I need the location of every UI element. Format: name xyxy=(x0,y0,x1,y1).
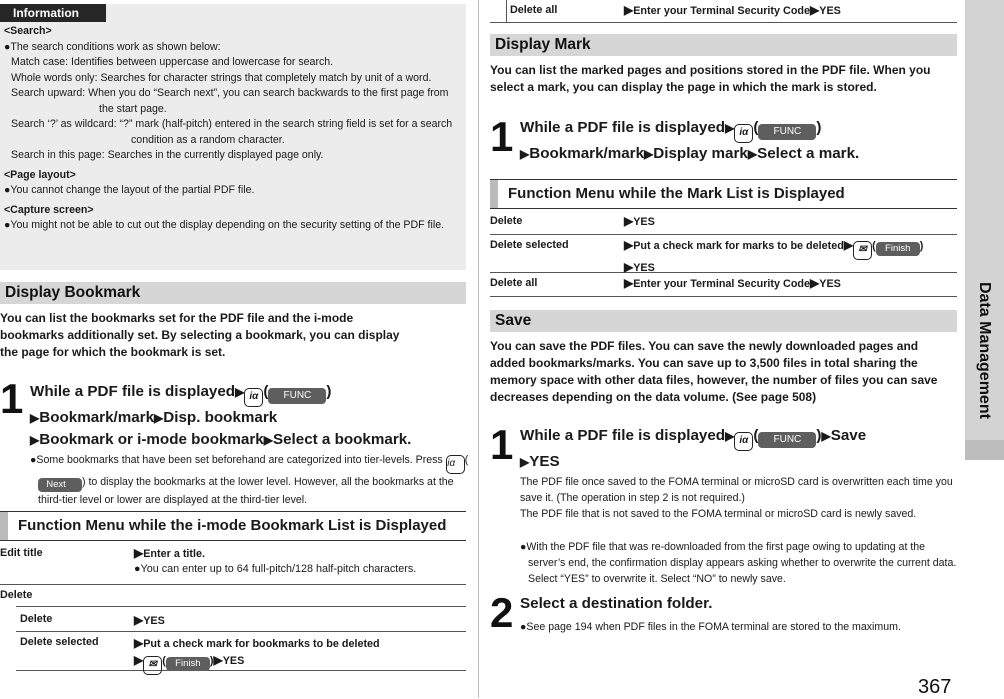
i-appli-key-icon: iα xyxy=(446,455,465,474)
information-text xyxy=(4,24,462,234)
sub-delete-selected-row: Delete selected ▶Put a check mark for bookmarks to be deleted ▶ ✉ ( Finish )▶YES xyxy=(16,630,466,671)
column-divider xyxy=(478,0,479,698)
save-bullet: ●With the PDF file that was re-downloaded from the first page owing to updating at the server’s end, the confirmation display appears asking whether to overwrite the current data. Select “YES” to overwrite it. Select “NO” to newly save. xyxy=(520,541,957,585)
save-step2-text: Select a destination folder. xyxy=(520,595,713,612)
save-step1-number: 1 xyxy=(490,421,514,468)
i-appli-key-icon: iα xyxy=(734,432,753,451)
layout-bullet: ●You cannot change the layout of the partial PDF file. xyxy=(4,184,255,196)
mark-intro: You can list the marked pages and positions stored in the PDF file. When you select a mark, you can display the page in which the mark is stored. xyxy=(490,63,931,94)
search-upward-text: Search upward: When you do “Search next”, you can search backwards to the first page from the start page. xyxy=(11,87,449,115)
sub-delete-row: Delete ▶YES xyxy=(16,606,466,632)
display-bookmark-heading: Display Bookmark xyxy=(0,282,466,304)
save-para1: The PDF file once saved to the FOMA terminal or microSD card is overwritten each time you save it. (The operation in step 2 is not required.) xyxy=(520,476,953,504)
mark-delete-selected-row: Delete selected ▶Put a check mark for marks to be deleted▶ ✉ ( Finish ) ▶YES xyxy=(490,234,957,273)
layout-heading: <Page layout> xyxy=(4,168,76,181)
wildcard-text: Search ‘?’ as wildcard: “?” mark (half-pitch) entered in the search string field is set for a search condition as a random character. xyxy=(11,118,453,146)
match-case-text: Match case: Identifies between uppercase and lowercase for search. xyxy=(11,56,334,68)
mark-delete-all-row: Delete all ▶Enter your Terminal Security Code▶YES xyxy=(490,272,957,297)
side-tab xyxy=(965,0,1004,460)
search-bullet: ●The search conditions work as shown below: xyxy=(4,40,221,53)
save-para2: The PDF file that is not saved to the FOMA terminal or microSD card is newly saved. xyxy=(520,508,917,520)
save-step1-text: While a PDF file is displayed▶ iα ( FUNC )▶Save ▶YES xyxy=(520,427,867,470)
finish-soft-key: Finish xyxy=(876,242,920,256)
bookmark-note: ●Some bookmarks that have been set beforehand are categorized into tier-levels. Press iα (Next ) to display the bookmarks at the lower level. However, all the bookmarks at the third-tier level or lower are displayed at the third-tier level. xyxy=(30,454,469,506)
page-number: 367 xyxy=(918,676,952,698)
i-appli-key-icon: iα xyxy=(244,388,263,407)
save-step2-number: 2 xyxy=(490,589,514,636)
func-soft-key: FUNC xyxy=(268,388,326,404)
side-tab-marker xyxy=(965,440,1004,460)
bookmark-step-text: While a PDF file is displayed▶ iα ( FUNC ) ▶Bookmark/mark▶Disp. bookmark ▶Bookmark or i-mode bookmark▶Select a bookmark. xyxy=(30,383,412,448)
bookmark-step-number: 1 xyxy=(0,375,24,422)
capture-heading: <Capture screen> xyxy=(4,203,94,216)
mail-key-icon: ✉ xyxy=(853,241,872,260)
edit-title-row: Edit title ▶Enter a title. ●You can enter up to 64 full-pitch/128 half-pitch characters. xyxy=(0,542,466,585)
mark-menu-title: Function Menu while the Mark List is Displayed xyxy=(508,185,845,202)
search-heading: <Search> xyxy=(4,25,52,37)
this-page-text: Search in this page: Searches in the currently displayed page only. xyxy=(11,149,324,161)
save-step2-note: ●See page 194 when PDF files in the FOMA terminal are stored to the maximum. xyxy=(520,621,901,633)
func-soft-key: FUNC xyxy=(758,432,816,448)
save-intro: You can save the PDF files. You can save the newly downloaded pages and added bookmarks/marks. You can save up to 3,500 files in total sharing the memory space with other data files, however, the number of files you can save decreases depending on the data volume. (See page 508) xyxy=(490,339,938,404)
next-soft-key: Next xyxy=(38,478,82,492)
information-tab: Information xyxy=(0,4,106,22)
imode-menu-title: Function Menu while the i-mode Bookmark List is Displayed xyxy=(18,517,447,534)
i-appli-key-icon: iα xyxy=(734,124,753,143)
imode-menu-header xyxy=(0,511,466,541)
mark-delete-row: Delete ▶YES xyxy=(490,210,957,235)
save-heading: Save xyxy=(490,310,957,332)
whole-words-text: Whole words only: Searches for character strings that completely match by unit of a word. xyxy=(11,71,432,84)
top-delete-all-row: Delete all ▶Enter your Terminal Security Code▶YES xyxy=(490,0,957,23)
finish-soft-key: Finish xyxy=(166,657,210,671)
mark-menu-header xyxy=(490,179,957,209)
display-mark-heading: Display Mark xyxy=(490,34,957,56)
bookmark-intro: You can list the bookmarks set for the PDF file and the i-mode bookmarks additionally set. By selecting a bookmark, you can display the page for which the bookmark is set. xyxy=(0,311,400,359)
side-tab-label: Data Management xyxy=(976,282,993,419)
func-soft-key: FUNC xyxy=(758,124,816,140)
mark-step-text: While a PDF file is displayed▶ iα ( FUNC ) ▶Bookmark/mark▶Display mark▶Select a mark. xyxy=(520,119,860,162)
mail-key-icon: ✉ xyxy=(143,656,162,675)
capture-bullet: ●You might not be able to cut out the display depending on the security setting of the PDF file. xyxy=(4,219,445,231)
mark-step-number: 1 xyxy=(490,113,514,160)
delete-row: Delete xyxy=(0,589,33,601)
